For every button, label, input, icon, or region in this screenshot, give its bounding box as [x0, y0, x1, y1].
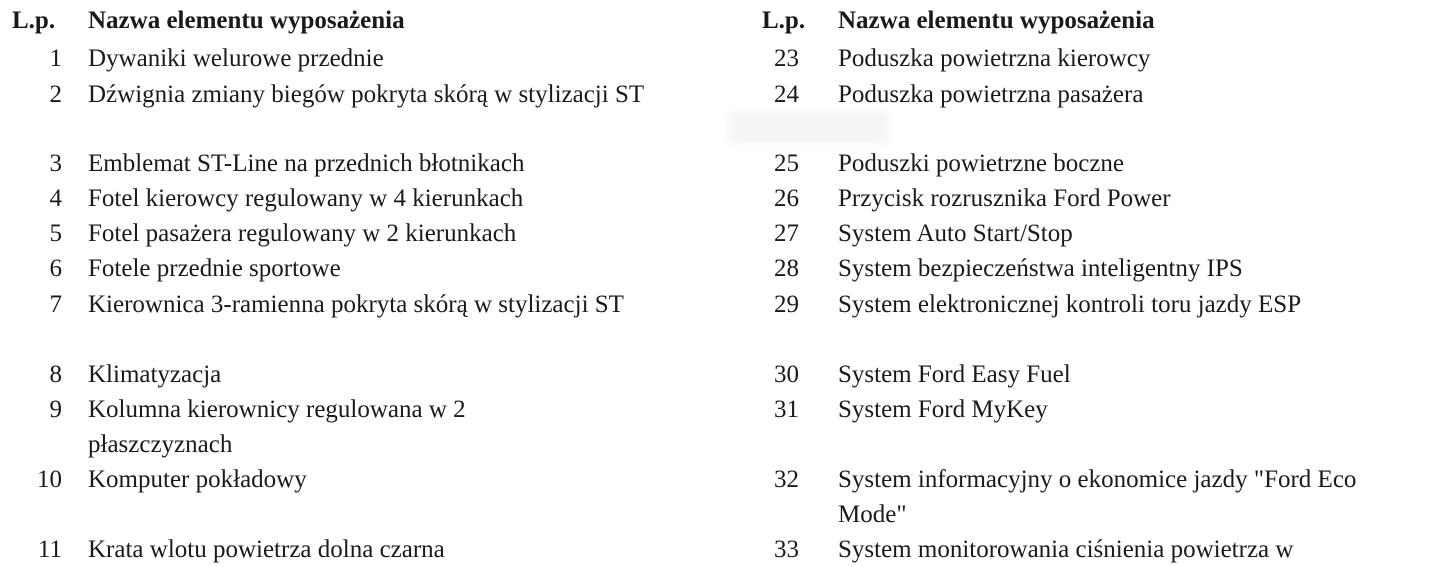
- table-header: [0, 4, 740, 38]
- row-name: System monitorowania ciśnienia powietrza w: [838, 536, 1294, 563]
- row-number: 30: [774, 361, 799, 388]
- row-name: Emblemat ST-Line na przednich błotnikach: [88, 150, 525, 177]
- equipment-table-right: [752, 0, 1440, 561]
- row-number: 7: [49, 291, 62, 318]
- row-number: 1: [49, 45, 62, 72]
- row-number: 2: [49, 81, 62, 108]
- header-lp: L.p.: [762, 7, 806, 34]
- row-number: 25: [774, 150, 799, 177]
- row-name: Klimatyzacja: [88, 361, 222, 388]
- row-number: 33: [774, 536, 799, 563]
- row-number: 11: [37, 536, 62, 563]
- table-header: [752, 4, 1440, 38]
- row-number: 6: [49, 255, 62, 282]
- row-number: 26: [774, 185, 799, 212]
- row-name: Fotel kierowcy regulowany w 4 kierunkach: [88, 185, 524, 212]
- row-name: Fotele przednie sportowe: [88, 255, 341, 282]
- row-name: Krata wlotu powietrza dolna czarna: [88, 536, 445, 563]
- row-name: Kolumna kierownicy regulowana w 2 płaszczyznach: [88, 396, 466, 458]
- row-name: Komputer pokładowy: [88, 466, 307, 493]
- row-name: Dywaniki welurowe przednie: [88, 45, 384, 72]
- row-number: 32: [774, 466, 799, 493]
- row-name: System informacyjny o ekonomice jazdy "Ford Eco Mode": [838, 466, 1357, 528]
- row-name: Dźwignia zmiany biegów pokryta skórą w stylizacji ST: [88, 81, 645, 108]
- row-number: 31: [774, 396, 799, 423]
- row-number: 8: [49, 361, 62, 388]
- row-number: 27: [774, 220, 799, 247]
- header-name: Nazwa elementu wyposażenia: [838, 7, 1155, 34]
- row-number: 23: [774, 45, 799, 72]
- row-number: 29: [774, 291, 799, 318]
- row-name: Fotel pasażera regulowany w 2 kierunkach: [88, 220, 517, 247]
- row-name: System Ford Easy Fuel: [838, 361, 1071, 388]
- row-name: Przycisk rozrusznika Ford Power: [838, 185, 1171, 212]
- row-number: 4: [49, 185, 62, 212]
- row-name: System Auto Start/Stop: [838, 220, 1073, 247]
- row-number: 28: [774, 255, 799, 282]
- row-number: 24: [774, 81, 799, 108]
- row-name: Kierownica 3-ramienna pokryta skórą w stylizacji ST: [88, 291, 624, 318]
- row-number: 5: [49, 220, 62, 247]
- row-name: System elektronicznej kontroli toru jazdy ESP: [838, 291, 1302, 318]
- row-name: Poduszka powietrzna kierowcy: [838, 45, 1151, 72]
- header-name: Nazwa elementu wyposażenia: [88, 7, 405, 34]
- row-name: Poduszki powietrzne boczne: [838, 150, 1125, 177]
- row-name: Poduszka powietrzna pasażera: [838, 81, 1144, 108]
- row-number: 9: [49, 396, 62, 423]
- row-name: System Ford MyKey: [838, 396, 1048, 423]
- header-lp: L.p.: [12, 7, 56, 34]
- row-name: System bezpieczeństwa inteligentny IPS: [838, 255, 1243, 282]
- row-number: 3: [49, 150, 62, 177]
- row-number: 10: [37, 466, 62, 493]
